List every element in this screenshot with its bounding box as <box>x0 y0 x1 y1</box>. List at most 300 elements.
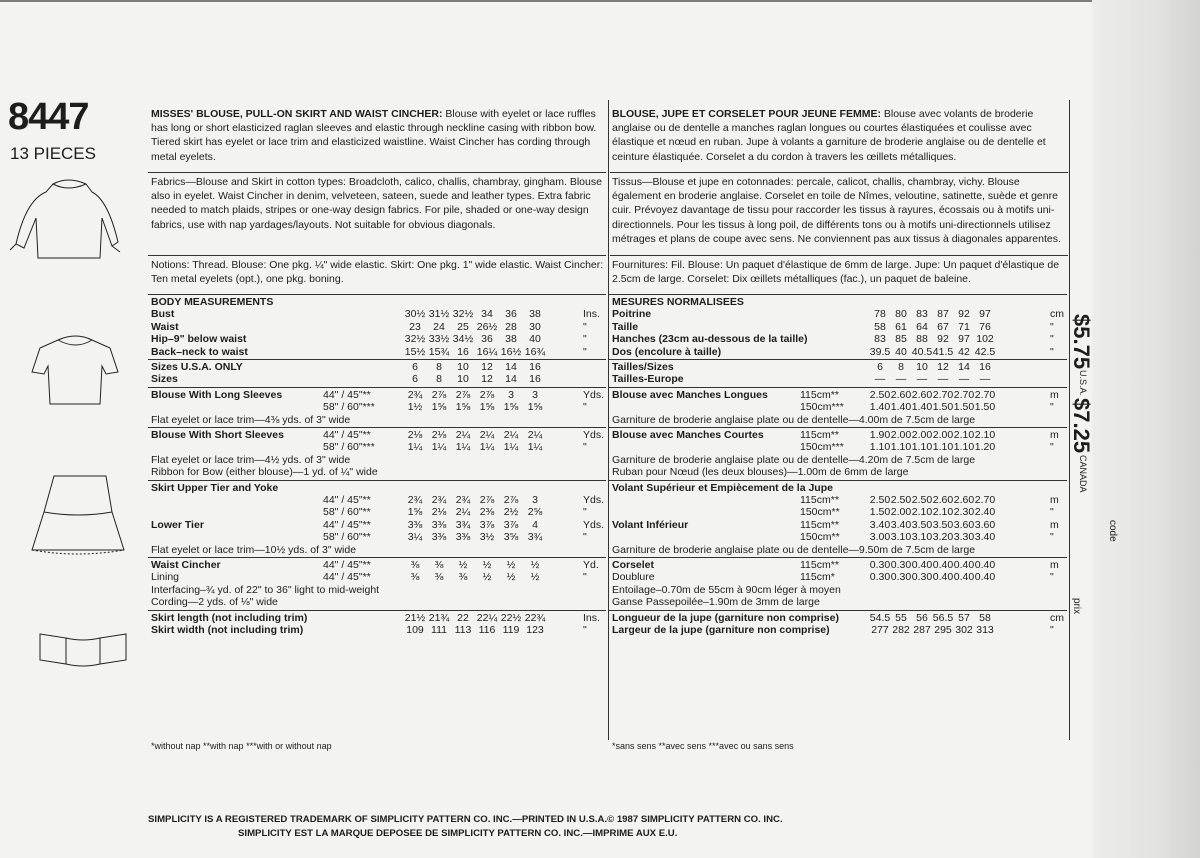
unit-label: " <box>583 345 587 358</box>
size-value: 1¼ <box>431 441 447 454</box>
row-label: Garniture de broderie anglaise plate ou de dentelle—4.20m de 7.5cm de large <box>612 453 976 466</box>
size-value: 31½ <box>428 308 450 321</box>
size-value: 3.60 <box>953 518 975 531</box>
size-value: 1.10 <box>932 441 954 454</box>
size-value: 36 <box>505 308 517 321</box>
unit-label: m <box>1050 518 1059 531</box>
table-row <box>151 308 606 320</box>
size-value: 1.50 <box>869 506 891 519</box>
row-label: Ruban pour Nœud (les deux blouses)—1.00m de 6mm de large <box>612 466 909 479</box>
size-value: 2.30 <box>953 506 975 519</box>
size-value: ⅜ <box>434 559 444 571</box>
size-value: 277 <box>871 624 889 636</box>
size-value: 33½ <box>428 333 450 346</box>
row-label: Flat eyelet or lace trim—4½ yds. of 3" wide <box>151 453 351 466</box>
row-label: Sizes U.S.A. ONLY <box>151 361 243 373</box>
waist-cincher-drawing <box>36 628 131 670</box>
description-en-text: Blouse with eyelet or lace ruffles has long or short elasticized raglan sleeves and elastic through neckline casing with ribbon bow. Tiered skirt has eyelet or lace trim and elasticized waistline. Waist Cincher has cording through metal eyelets. <box>151 108 597 163</box>
size-value: 14 <box>958 361 970 373</box>
size-value: 42 <box>958 345 970 358</box>
size-value: 3⅝ <box>503 531 519 544</box>
size-value: 2¾ <box>455 494 471 506</box>
size-value: 3.40 <box>974 531 996 544</box>
size-value: 8 <box>436 373 442 386</box>
size-value: 113 <box>454 624 472 636</box>
fabric-width: 115cm** <box>800 388 839 401</box>
column-divider <box>608 100 609 740</box>
size-value: — <box>979 373 991 386</box>
size-value: — <box>895 373 907 386</box>
unit-label: Yds. <box>583 388 605 401</box>
size-value: 38 <box>505 333 517 346</box>
row-label: Longueur de la jupe (garniture non comprise) <box>612 611 839 624</box>
row-label: Waist <box>151 320 179 333</box>
size-value: 6 <box>877 361 883 373</box>
size-value: 78 <box>874 308 886 321</box>
size-value: 3¼ <box>407 531 423 544</box>
size-value: ⅜ <box>410 559 420 571</box>
trademark-line-en: SIMPLICITY IS A REGISTERED TRADEMARK OF SIMPLICITY PATTERN CO. INC.—PRINTED IN U.S.A.© 1987 SIMPLICITY PATTERN CO. INC. <box>148 814 783 825</box>
size-value: 22 <box>457 611 469 624</box>
size-value: 2.70 <box>953 388 975 401</box>
size-value: 2.00 <box>890 506 912 519</box>
size-value: 1¼ <box>479 441 495 454</box>
size-value: 0.30 <box>890 571 912 584</box>
size-value: 3.50 <box>932 518 954 531</box>
size-value: 76 <box>979 320 991 333</box>
notions-fr <box>612 258 1067 286</box>
size-value: 40 <box>529 333 541 346</box>
row-label: Interfacing–¾ yd. of 22" to 36" light to mid-weight <box>151 583 380 596</box>
short-sleeve-blouse-drawing <box>18 330 133 410</box>
size-value: 16 <box>979 361 991 373</box>
unit-label: " <box>1050 506 1054 519</box>
size-value: — <box>916 373 928 386</box>
size-value: 3½ <box>479 531 495 544</box>
size-value: 1⅝ <box>431 401 447 414</box>
table-row <box>151 506 606 518</box>
size-value: ⅜ <box>458 571 468 584</box>
size-value: 3.40 <box>869 518 891 531</box>
row-label: Blouse avec Manches Longues <box>612 388 768 401</box>
table-row <box>151 531 606 543</box>
unit-label: " <box>583 624 587 636</box>
size-value: 282 <box>892 624 910 636</box>
unit-label: cm <box>1050 611 1064 624</box>
size-value: 36 <box>481 333 493 346</box>
size-value: 64 <box>916 320 928 333</box>
table-row <box>612 296 1067 308</box>
table-row <box>151 624 606 636</box>
size-value: 3⅞ <box>479 518 495 531</box>
table-row <box>612 346 1067 358</box>
fabric-width: 115cm** <box>800 518 839 531</box>
size-value: 16 <box>529 361 541 373</box>
table-row <box>151 454 606 466</box>
size-value: 2¼ <box>503 429 519 441</box>
description-fr-text: Blouse avec volants de broderie anglaise ou de dentelle a manches raglan longues ou courtes élastiquées et coulisse avec élastique et nœud en ruban. Jupe à volants a garniture de broderie anglaise ou de dentelle et ceinture élastiquée. Corselet a du cordon à travers les œillets métalliques. <box>612 108 1046 163</box>
size-value: 2.60 <box>911 388 933 401</box>
unit-label: m <box>1050 429 1059 441</box>
table-divider <box>148 610 606 611</box>
divider <box>610 255 1068 256</box>
size-value: 1.90 <box>869 429 891 441</box>
size-value: 10 <box>916 361 928 373</box>
size-value: 0.40 <box>953 559 975 571</box>
table-row <box>612 308 1067 320</box>
row-label: Blouse With Long Sleeves <box>151 388 283 401</box>
table-divider <box>148 427 606 428</box>
table-row <box>151 296 606 308</box>
fabric-width: 150cm** <box>800 531 840 544</box>
size-value: 3.10 <box>890 531 912 544</box>
table-row <box>612 466 1067 478</box>
size-value: 83 <box>916 308 928 321</box>
notions-fr-text: Fournitures: Fil. Blouse: Un paquet d'élastique de 6mm de large. Jupe: Un paquet d'élastique de 2.5cm de large. Corselet: Dix œillets métalliques (fac.), un paquet de baleine. <box>612 259 1060 286</box>
fabric-width: 44" / 45"** <box>323 559 371 571</box>
size-value: 39.5 <box>869 345 891 358</box>
unit-label: m <box>1050 559 1059 571</box>
fabrics-fr <box>612 175 1067 246</box>
table-row <box>151 389 606 401</box>
table-row <box>151 596 606 608</box>
row-label: Largeur de la jupe (garniture non comprise) <box>612 624 830 636</box>
table-row <box>612 373 1067 385</box>
size-value: 3⅜ <box>455 531 471 544</box>
table-row <box>612 544 1067 556</box>
table-row <box>151 494 606 506</box>
size-value: 56.5 <box>932 611 954 624</box>
row-label: Blouse With Short Sleeves <box>151 429 284 441</box>
table-divider <box>609 557 1067 558</box>
table-row <box>612 429 1067 441</box>
notions-en <box>151 258 606 286</box>
table-row <box>151 559 606 571</box>
size-value: 2⅛ <box>431 429 447 441</box>
tiered-skirt-drawing <box>20 470 135 560</box>
size-value: 1.40 <box>890 401 912 414</box>
table-divider <box>609 294 1067 295</box>
size-value: 2¼ <box>455 429 471 441</box>
table-row <box>612 612 1067 624</box>
fabric-width: 115cm** <box>800 429 839 441</box>
size-value: 1.40 <box>869 401 891 414</box>
size-value: 23 <box>409 320 421 333</box>
table-row <box>612 596 1067 608</box>
row-label: Waist Cincher <box>151 559 221 571</box>
size-value: 1.10 <box>890 441 912 454</box>
row-label: Hip–9" below waist <box>151 333 247 346</box>
table-divider <box>609 480 1067 481</box>
size-value: 1¼ <box>407 441 423 454</box>
size-value: 0.30 <box>869 571 891 584</box>
row-label: Flat eyelet or lace trim—4⅜ yds. of 3" wide <box>151 413 351 426</box>
row-label: Ribbon for Bow (either blouse)—1 yd. of ¼" wide <box>151 466 378 479</box>
size-value: 2.70 <box>974 388 996 401</box>
table-divider <box>148 480 606 481</box>
size-value: ½ <box>506 571 516 584</box>
size-value: — <box>937 373 949 386</box>
table-row <box>612 506 1067 518</box>
table-divider <box>148 387 606 388</box>
size-value: 92 <box>958 308 970 321</box>
size-value: 2¼ <box>479 429 495 441</box>
size-value: 55 <box>895 611 907 624</box>
size-value: 1.50 <box>953 401 975 414</box>
size-value: 0.30 <box>869 559 891 571</box>
size-value: ⅜ <box>410 571 420 584</box>
table-row <box>151 571 606 583</box>
table-divider <box>148 557 606 558</box>
size-value: 61 <box>895 320 907 333</box>
size-value: 58 <box>874 320 886 333</box>
table-row <box>151 373 606 385</box>
size-value: 1.10 <box>869 441 891 454</box>
size-value: 0.30 <box>890 559 912 571</box>
size-value: 2.50 <box>869 388 891 401</box>
size-value: 15½ <box>404 345 426 358</box>
title-fr: BLOUSE, JUPE ET CORSELET POUR JEUNE FEMME: <box>612 108 881 120</box>
table-divider <box>609 387 1067 388</box>
row-label: Back–neck to waist <box>151 345 248 358</box>
size-value: 3⅜ <box>431 531 447 544</box>
piece-count: 13 PIECES <box>10 144 96 163</box>
size-value: 2¼ <box>455 506 471 519</box>
size-value: 97 <box>979 308 991 321</box>
size-value: 2.40 <box>974 506 996 519</box>
unit-label: " <box>583 571 587 584</box>
table-row <box>151 346 606 358</box>
size-value: 71 <box>958 320 970 333</box>
unit-label: " <box>1050 320 1054 333</box>
fabric-width: 58" / 60"** <box>323 531 371 544</box>
envelope-flap <box>1092 0 1200 858</box>
size-value: 12 <box>481 373 493 386</box>
size-value: 67 <box>937 320 949 333</box>
size-value: 8 <box>898 361 904 373</box>
size-value: 1⅝ <box>455 401 471 414</box>
size-value: 1.50 <box>932 401 954 414</box>
row-label: Bust <box>151 308 175 321</box>
unit-label: Yd. <box>583 559 599 571</box>
size-value: ½ <box>506 559 516 571</box>
unit-label: " <box>1050 333 1054 346</box>
table-divider <box>609 427 1067 428</box>
size-value: 30½ <box>404 308 426 321</box>
row-label: MESURES NORMALISEES <box>612 296 744 308</box>
code-label: code <box>1107 520 1118 542</box>
fabric-width: 115cm* <box>800 571 835 584</box>
table-row <box>151 321 606 333</box>
size-value: 2⅞ <box>479 494 495 506</box>
size-value: 2⅞ <box>479 388 495 401</box>
size-value: 1¼ <box>503 441 519 454</box>
size-value: 2.10 <box>932 506 954 519</box>
size-value: 1.10 <box>911 441 933 454</box>
size-value: 3¾ <box>527 531 543 544</box>
size-value: 30 <box>529 320 541 333</box>
notions-en-text: Notions: Thread. Blouse: One pkg. ¼" wide elastic. Skirt: One pkg. 1" wide elastic. Waist Cincher: Ten metal eyelets (opt.), one pkg. boning. <box>151 259 604 286</box>
size-value: 57 <box>958 611 970 624</box>
size-value: 0.40 <box>932 559 954 571</box>
unit-label: " <box>583 531 587 544</box>
row-label: Tailles-Europe <box>612 373 684 386</box>
size-value: 1.50 <box>974 401 996 414</box>
fabric-width: 150cm** <box>800 506 840 519</box>
size-value: 3.30 <box>953 531 975 544</box>
unit-label: Ins. <box>583 308 600 321</box>
size-value: 2⅛ <box>431 506 447 519</box>
row-label: Doublure <box>612 571 655 584</box>
size-value: 22¾ <box>524 611 546 624</box>
price-usa: $5.75 <box>1069 314 1094 370</box>
size-value: 116 <box>478 624 496 636</box>
row-label: Volant Inférieur <box>612 518 689 531</box>
size-value: 16¾ <box>524 345 546 358</box>
size-value: 119 <box>502 624 520 636</box>
table-divider <box>148 359 606 360</box>
row-label: Sizes <box>151 373 178 386</box>
size-value: 1⅝ <box>527 401 543 414</box>
size-value: 3.00 <box>869 531 891 544</box>
size-value: 12 <box>937 361 949 373</box>
size-value: 97 <box>958 333 970 346</box>
size-value: 14 <box>505 361 517 373</box>
footnote-en: *without nap **with nap ***with or without nap <box>151 741 332 751</box>
size-value: 14 <box>505 373 517 386</box>
table-row <box>151 414 606 426</box>
size-value: 58 <box>979 611 991 624</box>
size-value: 3 <box>508 388 514 401</box>
fabric-width: 44" / 45"** <box>323 571 371 584</box>
size-value: 26½ <box>476 320 498 333</box>
size-value: 2¾ <box>407 494 423 506</box>
size-value: 28 <box>505 320 517 333</box>
size-value: 1⅝ <box>407 506 423 519</box>
size-value: ⅜ <box>434 571 444 584</box>
table-row <box>612 361 1067 373</box>
size-value: 12 <box>481 361 493 373</box>
fabric-width: 58" / 60"*** <box>323 401 375 414</box>
size-value: 313 <box>976 624 994 636</box>
size-value: 1½ <box>407 401 423 414</box>
fabrics-fr-text: Tissus—Blouse et jupe en cotonnades: percale, calicot, challis, chambray, vichy. Blouse également en broderie anglaise. Corselet en toile de Nîmes, veloutine, satinette, suède et genre cuir. Prévoyez davantage de tissu pour raccorder les tissus à rayures, écossais ou à motifs uni-directionnels. Pour les tissus à long poil, de différents tons ou à motifs uni-directionnels utilisez métrages et plans de coupe avec sens. Ne conviennent pas aux tissus à diagonales apparentes. <box>612 176 1061 245</box>
row-label: BODY MEASUREMENTS <box>151 296 274 308</box>
table-row <box>151 584 606 596</box>
divider <box>610 172 1068 173</box>
size-value: 34½ <box>452 333 474 346</box>
table-row <box>612 389 1067 401</box>
unit-label: Yds. <box>583 494 605 506</box>
fabric-width: 58" / 60"*** <box>323 441 375 454</box>
size-value: 40 <box>895 345 907 358</box>
size-value: 2.70 <box>974 494 996 506</box>
size-value: 2.10 <box>911 506 933 519</box>
table-row <box>612 494 1067 506</box>
unit-label: " <box>1050 345 1054 358</box>
unit-label: " <box>583 401 587 414</box>
size-value: 56 <box>916 611 928 624</box>
size-value: 3.50 <box>911 518 933 531</box>
size-value: 6 <box>412 361 418 373</box>
size-value: 3⅜ <box>407 518 423 531</box>
fabric-width: 115cm** <box>800 494 839 506</box>
divider <box>148 255 606 256</box>
size-value: ½ <box>530 559 540 571</box>
table-divider <box>148 294 606 295</box>
unit-label: " <box>583 506 587 519</box>
size-value: 3.60 <box>974 518 996 531</box>
size-value: 3⅞ <box>503 518 519 531</box>
description-en <box>151 107 606 164</box>
size-value: — <box>958 373 970 386</box>
table-row <box>151 333 606 345</box>
size-value: 25 <box>457 320 469 333</box>
row-label: Entoilage–0.70m de 55cm à 90cm léger à moyen <box>612 583 841 596</box>
size-value: 80 <box>895 308 907 321</box>
fabric-width: 44" / 45"** <box>323 518 371 531</box>
size-value: 2⅞ <box>455 388 471 401</box>
size-value: 1.10 <box>953 441 975 454</box>
fabrics-en <box>151 175 606 232</box>
size-value: 2.10 <box>953 429 975 441</box>
fabric-width: 44" / 45"** <box>323 429 371 441</box>
table-row <box>612 531 1067 543</box>
unit-label: " <box>1050 401 1054 414</box>
unit-label: " <box>1050 531 1054 544</box>
table-row <box>612 584 1067 596</box>
size-value: ½ <box>530 571 540 584</box>
row-label: Taille <box>612 320 639 333</box>
prix-label: prix <box>1071 598 1082 615</box>
size-value: 3.20 <box>932 531 954 544</box>
row-label: Skirt Upper Tier and Yoke <box>151 481 279 494</box>
fabric-width: 44" / 45"** <box>323 388 371 401</box>
row-label: Flat eyelet or lace trim—10½ yds. of 3" wide <box>151 543 357 556</box>
size-value: ½ <box>482 559 492 571</box>
size-value: 15¾ <box>428 345 450 358</box>
unit-label: m <box>1050 494 1059 506</box>
size-value: 92 <box>937 333 949 346</box>
size-value: 54.5 <box>869 611 891 624</box>
size-value: 21½ <box>404 611 426 624</box>
row-label: Tailles/Sizes <box>612 361 674 373</box>
size-value: 0.40 <box>932 571 954 584</box>
size-value: 2.00 <box>911 429 933 441</box>
size-value: 2⅝ <box>527 506 543 519</box>
size-value: 2.60 <box>932 494 954 506</box>
table-row <box>151 482 606 494</box>
unit-label: Ins. <box>583 611 600 624</box>
table-row <box>612 414 1067 426</box>
row-label: Skirt width (not including trim) <box>151 624 304 636</box>
size-value: 295 <box>934 624 952 636</box>
unit-label: Yds. <box>583 429 605 441</box>
fabric-width: 58" / 60"** <box>323 506 371 519</box>
size-value: 40.5 <box>911 345 933 358</box>
table-divider <box>609 359 1067 360</box>
table-row <box>151 441 606 453</box>
size-value: 1.20 <box>974 441 996 454</box>
price-canada-label: CANADA <box>1078 455 1088 493</box>
table-row <box>612 482 1067 494</box>
row-label: Lining <box>151 571 180 584</box>
table-row <box>151 544 606 556</box>
size-value: 0.40 <box>911 559 933 571</box>
title-en: MISSES' BLOUSE, PULL-ON SKIRT AND WAIST CINCHER: <box>151 108 443 120</box>
size-value: 2½ <box>503 506 519 519</box>
size-value: 3 <box>532 388 538 401</box>
